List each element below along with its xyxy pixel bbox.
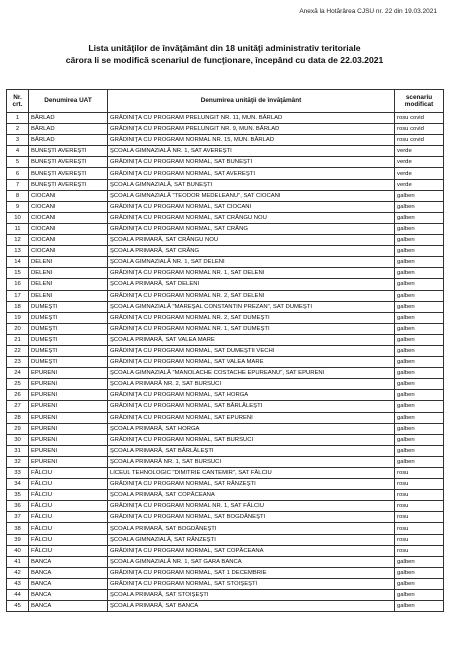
cell-nr: 9 — [7, 201, 29, 212]
cell-uat: BANCA — [29, 578, 108, 589]
cell-scenario: galben — [395, 290, 444, 301]
table-row — [7, 390, 444, 401]
cell-uat: DUMEŞTI — [29, 301, 108, 312]
table-row — [7, 279, 444, 290]
cell-nr: 5 — [7, 157, 29, 168]
cell-scenario: galben — [395, 556, 444, 567]
cell-uat: CIOCANI — [29, 212, 108, 223]
cell-nr: 24 — [7, 368, 29, 379]
cell-unit: ŞCOALA GIMNAZIALĂ "MANOLACHE COSTACHE EPUREANU", SAT EPURENI — [108, 368, 395, 379]
cell-nr: 28 — [7, 412, 29, 423]
cell-scenario: rosu covid — [395, 124, 444, 135]
cell-uat: CIOCANI — [29, 246, 108, 257]
cell-unit: GRĂDINIŢA CU PROGRAM NORMAL, SAT CRÂNGU NOU — [108, 212, 395, 223]
table-row — [7, 135, 444, 146]
table-row — [7, 124, 444, 135]
cell-uat: BUNEŞTI AVEREŞTI — [29, 168, 108, 179]
cell-nr: 17 — [7, 290, 29, 301]
cell-nr: 39 — [7, 534, 29, 545]
table-row — [7, 578, 444, 589]
table-row — [7, 512, 444, 523]
cell-scenario: galben — [395, 445, 444, 456]
cell-scenario: galben — [395, 357, 444, 368]
cell-unit: ŞCOALA PRIMARĂ, SAT BÂRLĂLEŞTI — [108, 445, 395, 456]
cell-unit: GRĂDINIŢA CU PROGRAM NORMAL, SAT COPĂCEANA — [108, 545, 395, 556]
cell-nr: 8 — [7, 190, 29, 201]
table-row — [7, 368, 444, 379]
cell-unit: ŞCOALA GIMNAZIALĂ NR. 1, SAT GARA BANCA — [108, 556, 395, 567]
cell-uat: FĂLCIU — [29, 534, 108, 545]
cell-uat: DELENI — [29, 279, 108, 290]
cell-scenario: galben — [395, 379, 444, 390]
cell-unit: ŞCOALA PRIMARĂ, SAT HORGA — [108, 423, 395, 434]
cell-scenario: rosu — [395, 534, 444, 545]
cell-nr: 33 — [7, 468, 29, 479]
cell-scenario: rosu — [395, 512, 444, 523]
cell-unit: GRĂDINIŢA CU PROGRAM NORMAL, SAT AVEREŞTI — [108, 168, 395, 179]
cell-uat: DUMEŞTI — [29, 312, 108, 323]
cell-nr: 43 — [7, 578, 29, 589]
table-row — [7, 556, 444, 567]
table-body — [7, 113, 444, 612]
cell-uat: FĂLCIU — [29, 479, 108, 490]
table-row — [7, 412, 444, 423]
cell-nr: 45 — [7, 601, 29, 612]
table-row — [7, 545, 444, 556]
cell-unit: ŞCOALA PRIMARĂ, SAT VALEA MARE — [108, 334, 395, 345]
cell-unit: ŞCOALA PRIMARĂ, SAT COPĂCEANA — [108, 490, 395, 501]
table-row — [7, 235, 444, 246]
table-row — [7, 223, 444, 234]
table-row — [7, 323, 444, 334]
cell-uat: DUMEŞTI — [29, 345, 108, 356]
cell-scenario: rosu — [395, 490, 444, 501]
cell-scenario: verde — [395, 146, 444, 157]
cell-unit: GRĂDINIŢA CU PROGRAM NORMAL NR. 1, SAT DELENI — [108, 268, 395, 279]
cell-uat: BANCA — [29, 601, 108, 612]
cell-nr: 6 — [7, 168, 29, 179]
cell-uat: EPURENI — [29, 434, 108, 445]
table-row — [7, 190, 444, 201]
cell-scenario: galben — [395, 456, 444, 467]
cell-scenario: galben — [395, 279, 444, 290]
cell-scenario: galben — [395, 201, 444, 212]
table-row — [7, 157, 444, 168]
cell-uat: CIOCANI — [29, 223, 108, 234]
cell-scenario: galben — [395, 323, 444, 334]
cell-nr: 20 — [7, 323, 29, 334]
cell-unit: GRĂDINIŢA CU PROGRAM NORMAL NR. 2, SAT DELENI — [108, 290, 395, 301]
cell-uat: DELENI — [29, 257, 108, 268]
cell-nr: 14 — [7, 257, 29, 268]
cell-uat: DUMEŞTI — [29, 323, 108, 334]
cell-nr: 23 — [7, 357, 29, 368]
cell-unit: GRĂDINIŢA CU PROGRAM NORMAL, SAT RÂNZEŞTI — [108, 479, 395, 490]
cell-nr: 16 — [7, 279, 29, 290]
header-scenario: scenariu modificat — [395, 90, 444, 113]
cell-scenario: galben — [395, 401, 444, 412]
cell-nr: 21 — [7, 334, 29, 345]
cell-nr: 25 — [7, 379, 29, 390]
cell-scenario: galben — [395, 257, 444, 268]
schools-table — [6, 89, 444, 612]
cell-nr: 13 — [7, 246, 29, 257]
cell-uat: EPURENI — [29, 412, 108, 423]
table-row — [7, 590, 444, 601]
cell-scenario: rosu covid — [395, 113, 444, 124]
cell-uat: CIOCANI — [29, 201, 108, 212]
cell-unit: GRĂDINIŢA CU PROGRAM NORMAL, SAT 1 DECEMBRIE — [108, 567, 395, 578]
cell-unit: ŞCOALA GIMNAZIALĂ, SAT RÂNZEŞTI — [108, 534, 395, 545]
cell-uat: EPURENI — [29, 423, 108, 434]
cell-unit: GRĂDINIŢA CU PROGRAM NORMAL NR. 2, SAT DUMEŞTI — [108, 312, 395, 323]
cell-unit: GRĂDINIŢA CU PROGRAM NORMAL, SAT BURSUCI — [108, 434, 395, 445]
table-row — [7, 523, 444, 534]
cell-uat: FĂLCIU — [29, 545, 108, 556]
cell-scenario: rosu — [395, 523, 444, 534]
table-row — [7, 312, 444, 323]
cell-nr: 38 — [7, 523, 29, 534]
table-row — [7, 345, 444, 356]
table-row — [7, 290, 444, 301]
cell-unit: GRĂDINIŢA CU PROGRAM NORMAL, SAT BUNEŞTI — [108, 157, 395, 168]
cell-unit: ŞCOALA GIMNAZIALĂ NR. 1, SAT DELENI — [108, 257, 395, 268]
table-row — [7, 334, 444, 345]
cell-scenario: rosu — [395, 545, 444, 556]
table-row — [7, 490, 444, 501]
cell-scenario: galben — [395, 423, 444, 434]
cell-unit: ŞCOALA PRIMARĂ NR. 2, SAT BURSUCI — [108, 379, 395, 390]
table-row — [7, 301, 444, 312]
cell-uat: BUNEŞTI AVEREŞTI — [29, 146, 108, 157]
cell-uat: BUNEŞTI AVEREŞTI — [29, 179, 108, 190]
cell-nr: 40 — [7, 545, 29, 556]
cell-scenario: rosu covid — [395, 135, 444, 146]
cell-uat: EPURENI — [29, 445, 108, 456]
table-row — [7, 113, 444, 124]
table-row — [7, 257, 444, 268]
table-header-row — [7, 90, 444, 113]
table-row — [7, 357, 444, 368]
annex-reference: Anexă la Hotărârea CJSU nr. 22 din 19.03.2021 — [299, 8, 437, 15]
cell-unit: GRĂDINIŢA CU PROGRAM PRELUNGIT NR. 11, MUN. BÂRLAD — [108, 113, 395, 124]
cell-uat: BUNEŞTI AVEREŞTI — [29, 157, 108, 168]
cell-scenario: galben — [395, 246, 444, 257]
title-line-2: cărora li se modifică scenariul de funcţionare, începând cu data de 22.03.2021 — [65, 55, 384, 65]
cell-nr: 36 — [7, 501, 29, 512]
cell-uat: DUMEŞTI — [29, 357, 108, 368]
cell-unit: GRĂDINIŢA CU PROGRAM NORMAL, SAT CRÂNG — [108, 223, 395, 234]
cell-scenario: galben — [395, 601, 444, 612]
cell-uat: FĂLCIU — [29, 490, 108, 501]
table-row — [7, 534, 444, 545]
cell-nr: 4 — [7, 146, 29, 157]
cell-nr: 34 — [7, 479, 29, 490]
table-row — [7, 445, 444, 456]
cell-nr: 7 — [7, 179, 29, 190]
cell-unit: ŞCOALA PRIMARĂ NR. 1, SAT BURSUCI — [108, 456, 395, 467]
cell-nr: 31 — [7, 445, 29, 456]
cell-unit: GRĂDINIŢA CU PROGRAM NORMAL, SAT CIOCANI — [108, 201, 395, 212]
cell-unit: ŞCOALA PRIMARĂ, SAT CRÂNG — [108, 246, 395, 257]
table-row — [7, 468, 444, 479]
cell-nr: 18 — [7, 301, 29, 312]
cell-unit: GRĂDINIŢA CU PROGRAM NORMAL, SAT VALEA MARE — [108, 357, 395, 368]
cell-unit: GRĂDINIŢA CU PROGRAM NORMAL, SAT DUMEŞTII VECHI — [108, 345, 395, 356]
cell-nr: 42 — [7, 567, 29, 578]
cell-nr: 44 — [7, 590, 29, 601]
cell-scenario: galben — [395, 190, 444, 201]
cell-scenario: verde — [395, 157, 444, 168]
cell-nr: 22 — [7, 345, 29, 356]
table-row — [7, 434, 444, 445]
table-row — [7, 401, 444, 412]
cell-scenario: galben — [395, 590, 444, 601]
cell-nr: 27 — [7, 401, 29, 412]
cell-unit: ŞCOALA GIMNAZIALĂ "TEODOR MEDELEANU", SAT CIOCANI — [108, 190, 395, 201]
cell-scenario: galben — [395, 368, 444, 379]
cell-unit: ŞCOALA PRIMARĂ, SAT STOIŞEŞTI — [108, 590, 395, 601]
table-row — [7, 201, 444, 212]
cell-uat: EPURENI — [29, 368, 108, 379]
cell-unit: GRĂDINIŢA CU PROGRAM NORMAL, SAT BOGDĂNEŞTI — [108, 512, 395, 523]
table-row — [7, 601, 444, 612]
cell-nr: 12 — [7, 235, 29, 246]
table-row — [7, 479, 444, 490]
table-row — [7, 168, 444, 179]
cell-scenario: rosu — [395, 468, 444, 479]
cell-scenario: galben — [395, 301, 444, 312]
cell-unit: ŞCOALA GIMNAZIALĂ "MAREŞAL CONSTANTIN PREZAN", SAT DUMEŞTI — [108, 301, 395, 312]
cell-unit: GRĂDINIŢA CU PROGRAM NORMAL, SAT BÂRLĂLEŞTI — [108, 401, 395, 412]
cell-scenario: verde — [395, 179, 444, 190]
cell-unit: LICEUL TEHNOLOGIC "DIMITRIE CANTEMIR", SAT FĂLCIU — [108, 468, 395, 479]
header-uat: Denumirea UAT — [29, 90, 108, 113]
cell-scenario: galben — [395, 345, 444, 356]
cell-nr: 2 — [7, 124, 29, 135]
table-row — [7, 423, 444, 434]
cell-uat: FĂLCIU — [29, 512, 108, 523]
cell-nr: 15 — [7, 268, 29, 279]
cell-scenario: galben — [395, 434, 444, 445]
cell-uat: FĂLCIU — [29, 468, 108, 479]
cell-scenario: galben — [395, 312, 444, 323]
cell-uat: EPURENI — [29, 390, 108, 401]
cell-unit: GRĂDINIŢA CU PROGRAM NORMAL NR. 1, SAT FĂLCIU — [108, 501, 395, 512]
cell-scenario: galben — [395, 567, 444, 578]
title-line-1: Lista unităţilor de învăţământ din 18 unităţi administrativ teritoriale — [88, 43, 361, 53]
cell-scenario: galben — [395, 223, 444, 234]
cell-uat: EPURENI — [29, 379, 108, 390]
table-row — [7, 246, 444, 257]
cell-unit: GRĂDINIŢA CU PROGRAM NORMAL, SAT EPURENI — [108, 412, 395, 423]
cell-scenario: rosu — [395, 479, 444, 490]
cell-uat: FĂLCIU — [29, 501, 108, 512]
table-row — [7, 501, 444, 512]
cell-uat: FĂLCIU — [29, 523, 108, 534]
cell-uat: BÂRLAD — [29, 113, 108, 124]
cell-unit: GRĂDINIŢA CU PROGRAM PRELUNGIT NR. 9, MUN. BÂRLAD — [108, 124, 395, 135]
cell-uat: BANCA — [29, 567, 108, 578]
header-nr: Nr. crt. — [7, 90, 29, 113]
cell-uat: BÂRLAD — [29, 124, 108, 135]
cell-nr: 35 — [7, 490, 29, 501]
cell-nr: 29 — [7, 423, 29, 434]
cell-unit: GRĂDINIŢA CU PROGRAM NORMAL, SAT STOIŞEŞTI — [108, 578, 395, 589]
cell-unit: ŞCOALA PRIMARĂ, SAT BANCA — [108, 601, 395, 612]
cell-uat: BANCA — [29, 556, 108, 567]
cell-uat: DUMEŞTI — [29, 334, 108, 345]
cell-uat: BANCA — [29, 590, 108, 601]
cell-nr: 30 — [7, 434, 29, 445]
cell-nr: 41 — [7, 556, 29, 567]
table-row — [7, 379, 444, 390]
cell-uat: DELENI — [29, 290, 108, 301]
cell-uat: CIOCANI — [29, 190, 108, 201]
cell-nr: 37 — [7, 512, 29, 523]
cell-uat: CIOCANI — [29, 235, 108, 246]
cell-nr: 19 — [7, 312, 29, 323]
cell-scenario: galben — [395, 334, 444, 345]
cell-scenario: rosu — [395, 501, 444, 512]
cell-scenario: galben — [395, 212, 444, 223]
table-row — [7, 179, 444, 190]
cell-scenario: galben — [395, 578, 444, 589]
cell-unit: ŞCOALA PRIMARĂ, SAT CRÂNGU NOU — [108, 235, 395, 246]
cell-nr: 1 — [7, 113, 29, 124]
cell-unit: GRĂDINIŢA CU PROGRAM NORMAL NR. 15, MUN. BÂRLAD — [108, 135, 395, 146]
table-row — [7, 268, 444, 279]
cell-uat: BÂRLAD — [29, 135, 108, 146]
table-row — [7, 456, 444, 467]
cell-nr: 32 — [7, 456, 29, 467]
cell-scenario: galben — [395, 390, 444, 401]
cell-unit: ŞCOALA GIMNAZIALĂ, SAT BUNEŞTI — [108, 179, 395, 190]
cell-unit: GRĂDINIŢA CU PROGRAM NORMAL, SAT HORGA — [108, 390, 395, 401]
cell-unit: ŞCOALA PRIMARĂ, SAT DELENI — [108, 279, 395, 290]
cell-scenario: verde — [395, 168, 444, 179]
cell-nr: 10 — [7, 212, 29, 223]
cell-uat: EPURENI — [29, 456, 108, 467]
table-row — [7, 567, 444, 578]
cell-unit: GRĂDINIŢA CU PROGRAM NORMAL NR. 1, SAT DUMEŞTI — [108, 323, 395, 334]
cell-scenario: galben — [395, 268, 444, 279]
cell-nr: 11 — [7, 223, 29, 234]
table-row — [7, 146, 444, 157]
cell-scenario: galben — [395, 235, 444, 246]
cell-nr: 3 — [7, 135, 29, 146]
cell-scenario: galben — [395, 412, 444, 423]
document-title — [0, 42, 449, 66]
cell-uat: DELENI — [29, 268, 108, 279]
cell-unit: ŞCOALA PRIMARĂ, SAT BOGDĂNEŞTI — [108, 523, 395, 534]
cell-uat: EPURENI — [29, 401, 108, 412]
cell-nr: 26 — [7, 390, 29, 401]
table-row — [7, 212, 444, 223]
header-unit: Denumirea unităţii de învăţământ — [108, 90, 395, 113]
cell-unit: ŞCOALA GIMNAZIALĂ NR. 1, SAT AVEREŞTI — [108, 146, 395, 157]
